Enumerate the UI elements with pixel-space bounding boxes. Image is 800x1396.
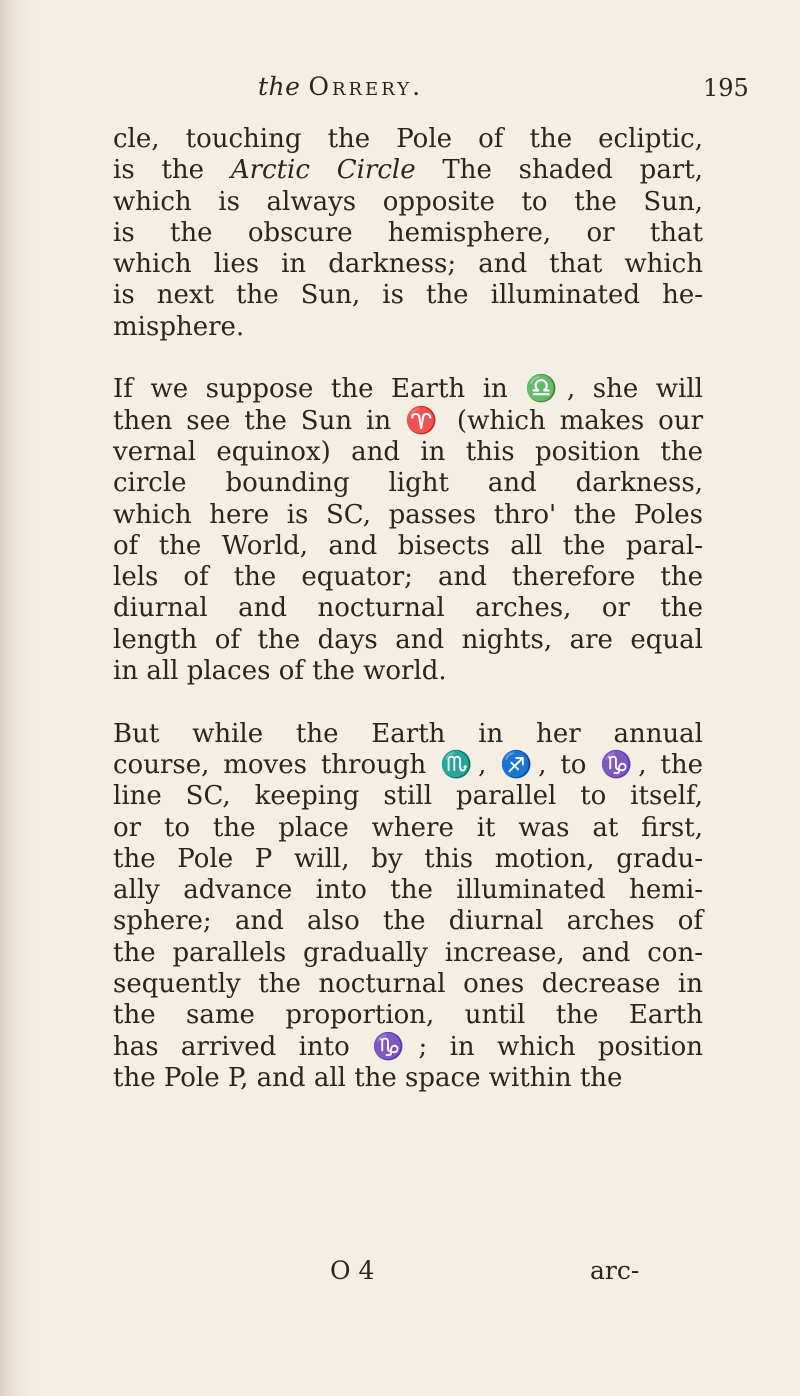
page-footer (0, 1256, 800, 1290)
text-line: has arrived into ♑; in which position (113, 1031, 703, 1062)
running-title-word: Orrery. (308, 72, 424, 101)
running-title (258, 72, 423, 101)
text-line: the same proportion, until the Earth (113, 1000, 703, 1031)
text-line: If we suppose the Earth in ♎, she will (113, 374, 703, 405)
paragraph (113, 719, 703, 1095)
text-segment: The shaded part, (415, 155, 703, 186)
text-line: misphere. (113, 311, 245, 342)
paragraph-gap (113, 343, 703, 374)
text-line: vernal equinox) and in this position the (113, 436, 703, 467)
text-line: sphere; and also the diurnal arches of (113, 906, 703, 937)
text-line: in all places of the world. (113, 656, 447, 687)
text-line: line SC, keeping still parallel to itself, (113, 781, 703, 812)
text-line: length of the days and nights, are equal (113, 624, 703, 655)
text-line: the Pole P, and all the space within the (113, 1062, 623, 1093)
running-title-prefix: the (258, 72, 301, 101)
text-line: ally advance into the illuminated hemi- (113, 875, 703, 906)
text-line: diurnal and nocturnal arches, or the (113, 593, 703, 624)
signature-mark: O 4 (330, 1256, 375, 1285)
paragraph (113, 374, 703, 687)
paragraph (113, 124, 703, 343)
text-line: lels of the equator; and therefore the (113, 562, 703, 593)
italic-term: Arctic Circle (230, 155, 416, 186)
page-number: 195 (703, 74, 749, 102)
text-line (113, 155, 703, 186)
text-line: or to the place where it was at first, (113, 812, 703, 843)
text-line: is next the Sun, is the illuminated he- (113, 280, 703, 311)
text-line: which is always opposite to the Sun, (113, 186, 703, 217)
text-line: course, moves through ♏, ♐, to ♑, the (113, 749, 703, 780)
text-segment: is the (113, 155, 231, 186)
text-line: cle, touching the Pole of the ecliptic, (113, 124, 703, 154)
text-line: the parallels gradually increase, and con- (113, 937, 703, 968)
paragraph-gap (113, 687, 703, 718)
body-text (113, 124, 703, 1094)
text-line: circle bounding light and darkness, (113, 468, 703, 499)
text-line: of the World, and bisects all the paral- (113, 530, 703, 561)
text-line: is the obscure hemisphere, or that (113, 217, 703, 248)
text-line: then see the Sun in ♈ (which makes our (113, 405, 703, 436)
text-line: the Pole P will, by this motion, gradu- (113, 843, 703, 874)
page-header (0, 72, 800, 112)
text-line: But while the Earth in her annual (113, 718, 703, 749)
catchword: arc- (590, 1256, 640, 1285)
text-line: which lies in darkness; and that which (113, 249, 703, 280)
text-line: which here is SC, passes thro' the Poles (113, 499, 703, 530)
text-line: sequently the nocturnal ones decrease in (113, 969, 703, 1000)
